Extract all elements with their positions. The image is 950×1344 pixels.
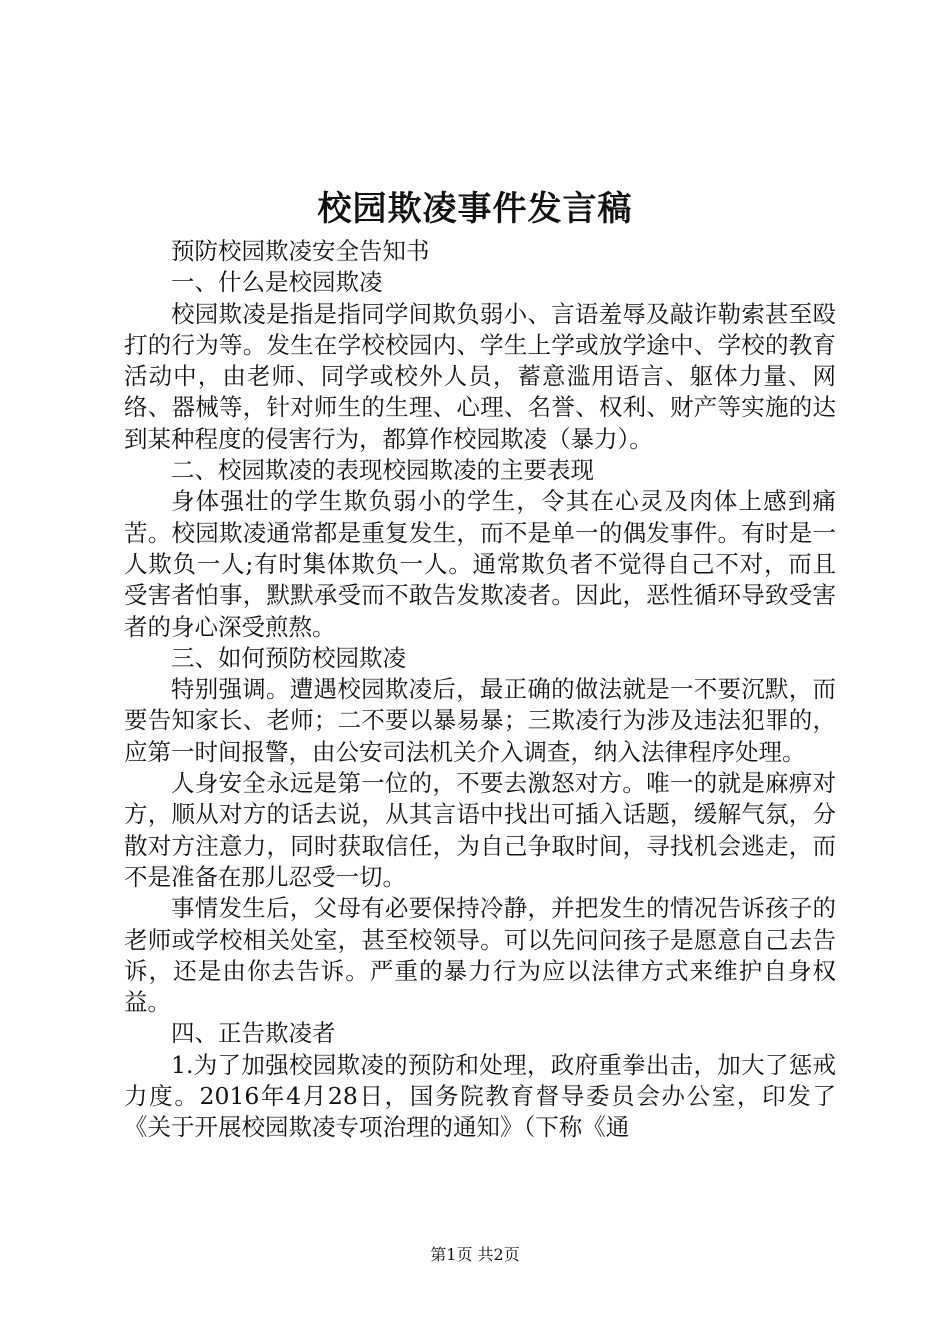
paragraph: 事情发生后，父母有必要保持冷静，并把发生的情况告诉孩子的老师或学校相关处室，甚至校领导。可以先问问孩子是愿意自己去告诉，还是由你去告诉。严重的暴力行为应以法律方式来维护自身权益。 — [124, 894, 836, 1017]
paragraph: 身体强壮的学生欺负弱小的学生，令其在心灵及肉体上感到痛苦。校园欺凌通常都是重复发生，而不是单一的偶发事件。有时是一人欺负一人;有时集体欺负一人。通常欺负者不觉得自己不对，而且受害者怕事，默默承受而不敢告发欺凌者。因此，恶性循环导致受害者的身心深受煎熬。 — [124, 487, 836, 641]
document-title: 校园欺凌事件发言稿 — [317, 189, 633, 229]
page-footer: 第1页 共2页 — [430, 1245, 520, 1264]
section-heading-2: 二、校园欺凌的表现校园欺凌的主要表现 — [171, 456, 594, 485]
section-heading-3: 三、如何预防校园欺凌 — [171, 643, 406, 672]
section-heading-4: 四、正告欺凌者 — [171, 1019, 336, 1048]
section-heading-1: 一、什么是校园欺凌 — [171, 268, 383, 297]
paragraph: 人身安全永远是第一位的，不要去激怒对方。唯一的就是麻痹对方，顺从对方的话去说，从其言语中找出可插入话题，缓解气氛，分散对方注意力，同时获取信任，为自己争取时间，寻找机会逃走，而不是准备在那儿忍受一切。 — [124, 769, 836, 891]
document-body — [124, 236, 836, 1144]
paragraph: 校园欺凌是指是指同学间欺负弱小、言语羞辱及敲诈勒索甚至殴打的行为等。发生在学校校园内、学生上学或放学途中、学校的教育活动中，由老师、同学或校外人员，蓄意滥用语言、躯体力量、网络、器械等，针对师生的生理、心理、名誉、权利、财产等实施的达到某种程度的侵害行为，都算作校园欺凌（暴力）。 — [124, 299, 836, 453]
paragraph: 特别强调。遭遇校园欺凌后，最正确的做法就是一不要沉默，而要告知家长、老师；二不要以暴易暴；三欺凌行为涉及违法犯罪的，应第一时间报警，由公安司法机关介入调查，纳入法律程序处理。 — [124, 675, 836, 766]
paragraph: 1.为了加强校园欺凌的预防和处理，政府重拳出击，加大了惩戒力度。2016年4月28日，国务院教育督导委员会办公室，印发了《关于开展校园欺凌专项治理的通知》（下称《通 — [124, 1050, 836, 1142]
paragraph-notice-title: 预防校园欺凌安全告知书 — [171, 237, 430, 265]
